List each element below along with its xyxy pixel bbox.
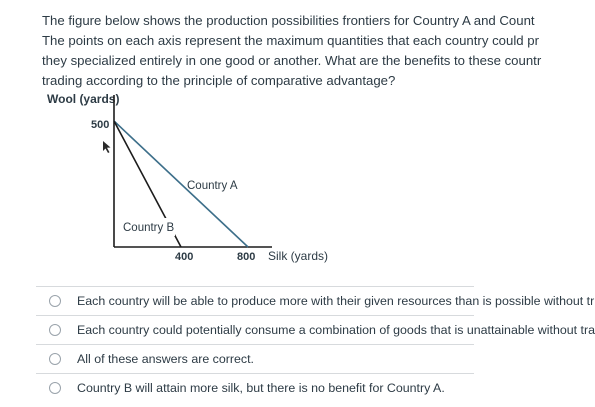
radio-button[interactable] bbox=[49, 324, 61, 336]
answer-option[interactable] bbox=[36, 344, 474, 373]
question-line: The figure below shows the production possibilities frontiers for Country A and Count bbox=[42, 13, 535, 28]
country-b-label: Country B bbox=[123, 222, 175, 234]
radio-button[interactable] bbox=[49, 353, 61, 365]
cursor-icon bbox=[103, 141, 111, 153]
answer-option[interactable] bbox=[36, 373, 474, 402]
answer-label: All of these answers are correct. bbox=[77, 352, 254, 366]
radio-button[interactable] bbox=[49, 382, 61, 394]
question-line: trading according to the principle of comparative advantage? bbox=[42, 73, 396, 88]
answer-label: Each country could potentially consume a combination of goods that is unattainable without tra bbox=[77, 323, 595, 337]
country-a-label: Country A bbox=[187, 180, 238, 192]
y-axis-label: Wool (yards) bbox=[47, 92, 120, 106]
x-tick-400: 400 bbox=[175, 251, 194, 263]
question-line: they specialized entirely in one good or another. What are the benefits to these countr bbox=[42, 53, 542, 68]
answer-label: Each country will be able to produce more with their given resources than is possible without tr bbox=[77, 294, 595, 308]
question-line: The points on each axis represent the maximum quantities that each country could pr bbox=[42, 33, 539, 48]
x-tick-800: 800 bbox=[237, 251, 256, 263]
answer-option[interactable] bbox=[36, 286, 595, 315]
y-tick-500: 500 bbox=[91, 119, 110, 131]
x-axis-label: Silk (yards) bbox=[268, 249, 329, 263]
answer-label: Country B will attain more silk, but there is no benefit for Country A. bbox=[77, 381, 445, 395]
radio-button[interactable] bbox=[49, 295, 61, 307]
answer-options bbox=[36, 286, 595, 402]
answer-option[interactable] bbox=[36, 315, 595, 344]
